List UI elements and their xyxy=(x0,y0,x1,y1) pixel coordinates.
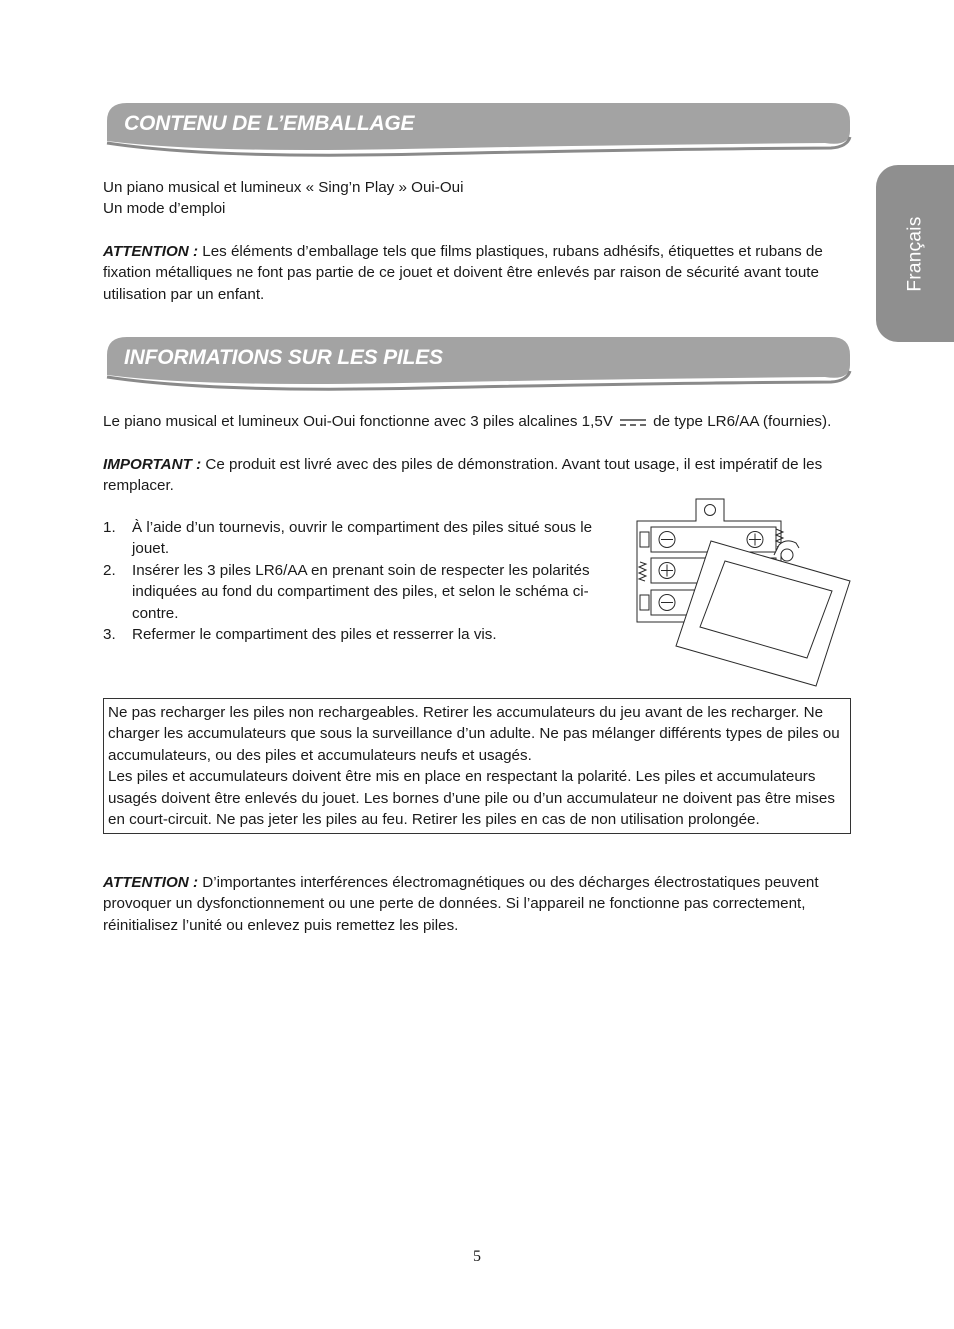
section-banner-batteries xyxy=(103,335,853,393)
important-label: IMPORTANT : xyxy=(103,456,202,473)
contents-item: Un piano musical et lumineux « Sing’n Play » Oui-Oui xyxy=(103,179,464,196)
dc-voltage-icon xyxy=(619,417,647,427)
list-item xyxy=(103,624,623,645)
intro-text-end: de type LR6/AA (fournies). xyxy=(653,413,832,430)
language-tab-label: Français xyxy=(904,215,926,292)
step-text: Insérer les 3 piles LR6/AA en prenant soin de respecter les polarités indiquées au fond du compartiment des piles, et selon le schéma ci-contre. xyxy=(132,561,590,622)
section-title: INFORMATIONS SUR LES PILES xyxy=(124,346,443,369)
step-number: 1. xyxy=(103,519,116,536)
package-contents xyxy=(103,177,848,220)
attention-label: ATTENTION : xyxy=(103,874,199,891)
warning-paragraph: Les piles et accumulateurs doivent être mis en place en respectant la polarité. Les piles et accumulateurs usagés doivent être enlevés du jouet. Les bornes d’une pile ou d’un accumulateur ne doivent pas être mises en court-circuit. Ne pas jeter les piles au feu. Retirer les piles en cas de non utilisation prolongée. xyxy=(108,768,835,829)
battery-safety-warning-box xyxy=(103,698,851,834)
page-number: 5 xyxy=(473,1248,481,1265)
step-text: Refermer le compartiment des piles et resserrer la vis. xyxy=(132,626,497,644)
battery-compartment-diagram xyxy=(636,496,854,690)
attention-paragraph xyxy=(103,241,848,305)
attention-label: ATTENTION : xyxy=(103,243,199,260)
important-text: Ce produit est livré avec des piles de démonstration. Avant tout usage, il est impératif de les remplacer. xyxy=(103,456,823,495)
list-item xyxy=(103,560,623,624)
section-banner-contents xyxy=(103,101,853,159)
attention-text: Les éléments d’emballage tels que films plastiques, rubans adhésifs, étiquettes et rubans de fixation métalliques ne font pas partie de ce jouet et doivent être enlevés par raison de sécurité avant toute utilisation par un enfant. xyxy=(103,243,823,303)
list-item xyxy=(103,517,623,560)
language-tab[interactable] xyxy=(876,165,954,342)
attention-paragraph-emc xyxy=(103,872,848,936)
important-paragraph xyxy=(103,454,848,497)
step-number: 2. xyxy=(103,561,116,579)
intro-text: Le piano musical et lumineux Oui-Oui fonctionne avec 3 piles alcalines 1,5V xyxy=(103,413,613,430)
contents-item: Un mode d’emploi xyxy=(103,200,226,218)
section-title: CONTENU DE L’EMBALLAGE xyxy=(124,112,415,135)
attention-text: D’importantes interférences électromagnétiques ou des décharges électrostatiques peuvent provoquer un dysfonctionnement ou une perte de données. Si l’appareil ne fonctionne pas correctement, réinitialisez l’unité ou enlevez puis remettez les piles. xyxy=(103,874,819,934)
step-number: 3. xyxy=(103,626,116,644)
warning-paragraph: Ne pas recharger les piles non rechargeables. Retirer les accumulateurs du jeu avant de les recharger. Ne charger les accumulateurs que sous la surveillance d’un adulte. Ne pas mélanger différents types de piles ou accumulateurs, ou des piles et accumulateurs neufs et usagés. xyxy=(108,704,840,764)
installation-steps xyxy=(103,517,623,645)
step-text: À l’aide d’un tournevis, ouvrir le compartiment des piles situé sous le jouet. xyxy=(132,519,593,558)
battery-intro xyxy=(103,411,848,432)
